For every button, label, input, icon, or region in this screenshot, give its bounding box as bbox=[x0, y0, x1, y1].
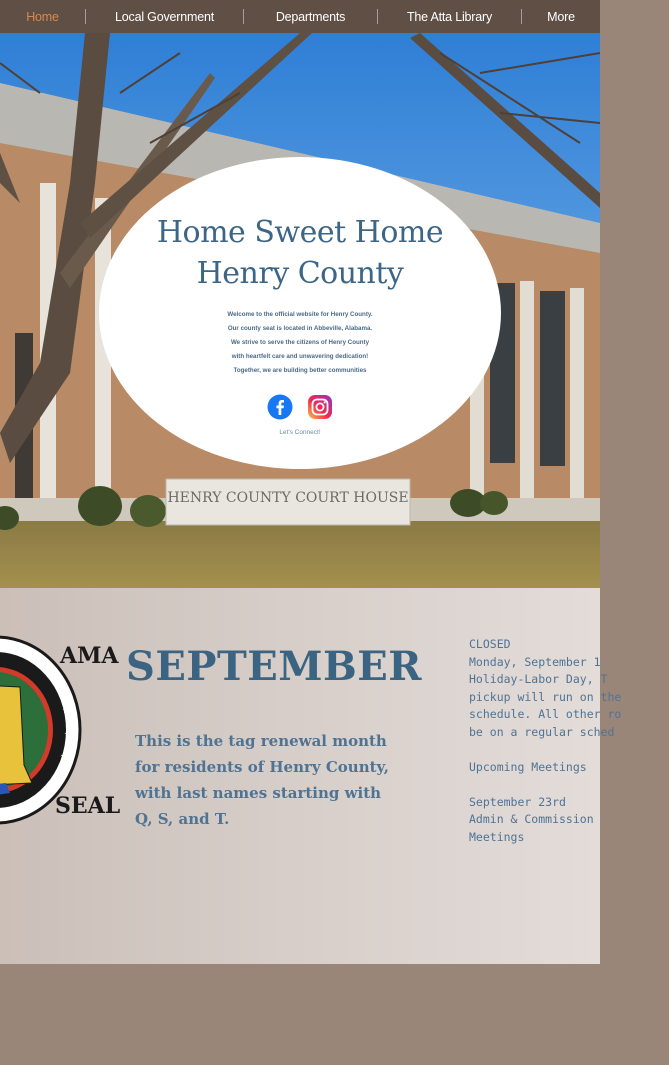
svg-text:★: ★ bbox=[62, 705, 71, 715]
closure-notice bbox=[469, 636, 669, 846]
hero-title-line1: Home Sweet Home bbox=[156, 215, 444, 250]
tag-renewal-line: This is the tag renewal month bbox=[135, 732, 387, 750]
notice-spacer bbox=[469, 776, 669, 794]
hero-title bbox=[157, 212, 443, 294]
notice-line: CLOSED bbox=[469, 637, 511, 651]
hero-intro-line: Together, we are building better communities bbox=[233, 367, 367, 374]
svg-text:★: ★ bbox=[60, 751, 69, 761]
footer-band bbox=[0, 964, 600, 1065]
hero-section bbox=[0, 33, 600, 588]
hero-intro-line: Welcome to the official website for Henry County. bbox=[227, 311, 373, 318]
facebook-icon[interactable] bbox=[267, 394, 293, 420]
meeting-name: Meetings bbox=[469, 829, 525, 844]
tag-renewal-line: Q, S, and T. bbox=[135, 810, 230, 828]
nav-local-government[interactable]: Local Government bbox=[115, 9, 214, 24]
hero-intro-line: Our county seat is located in Abbeville, Alabama. bbox=[227, 325, 373, 332]
september-section bbox=[0, 588, 622, 964]
nav-more[interactable]: More bbox=[547, 9, 575, 24]
nav-departments[interactable]: Departments bbox=[275, 9, 346, 24]
hero-intro-line: with heartfelt care and unwavering dedication! bbox=[231, 353, 369, 360]
meeting-date: September 23rd bbox=[469, 794, 566, 809]
welcome-oval bbox=[99, 157, 501, 469]
hero-intro-line: We strive to serve the citizens of Henry County bbox=[230, 339, 370, 346]
instagram-icon[interactable] bbox=[307, 394, 333, 420]
hero-intro bbox=[200, 308, 400, 378]
notice-line: Holiday-Labor Day, T bbox=[469, 672, 608, 686]
top-navigation bbox=[0, 0, 600, 33]
nav-home[interactable]: Home bbox=[26, 9, 59, 24]
notice-line: schedule. All other ro bbox=[469, 707, 622, 721]
tag-renewal-message bbox=[135, 728, 410, 832]
tag-renewal-line: for residents of Henry County, bbox=[135, 758, 390, 776]
courthouse-sign-text: HENRY COUNTY COURT HOUSE bbox=[167, 490, 409, 506]
month-heading: SEPTEMBER bbox=[126, 643, 423, 690]
hero-title-line2: Henry County bbox=[196, 256, 404, 291]
notice-line: be on a regular sched bbox=[469, 724, 615, 739]
upcoming-meetings-heading: Upcoming Meetings bbox=[469, 759, 587, 774]
meeting-name: Admin & Commission bbox=[469, 812, 594, 826]
alabama-state-seal bbox=[0, 635, 121, 825]
lets-connect-text: Let's Connect! bbox=[279, 429, 321, 436]
notice-spacer bbox=[469, 741, 669, 759]
tag-renewal-line: with last names starting with bbox=[135, 784, 382, 802]
social-links bbox=[267, 394, 333, 420]
seal-top-text: AMA bbox=[60, 643, 119, 669]
notice-line: Monday, September 1 bbox=[469, 654, 601, 669]
nav-atta-library[interactable]: The Atta Library bbox=[406, 9, 493, 24]
seal-bottom-text: SEAL bbox=[55, 793, 121, 819]
svg-text:★: ★ bbox=[64, 729, 73, 739]
notice-line: pickup will run on the bbox=[469, 689, 622, 704]
